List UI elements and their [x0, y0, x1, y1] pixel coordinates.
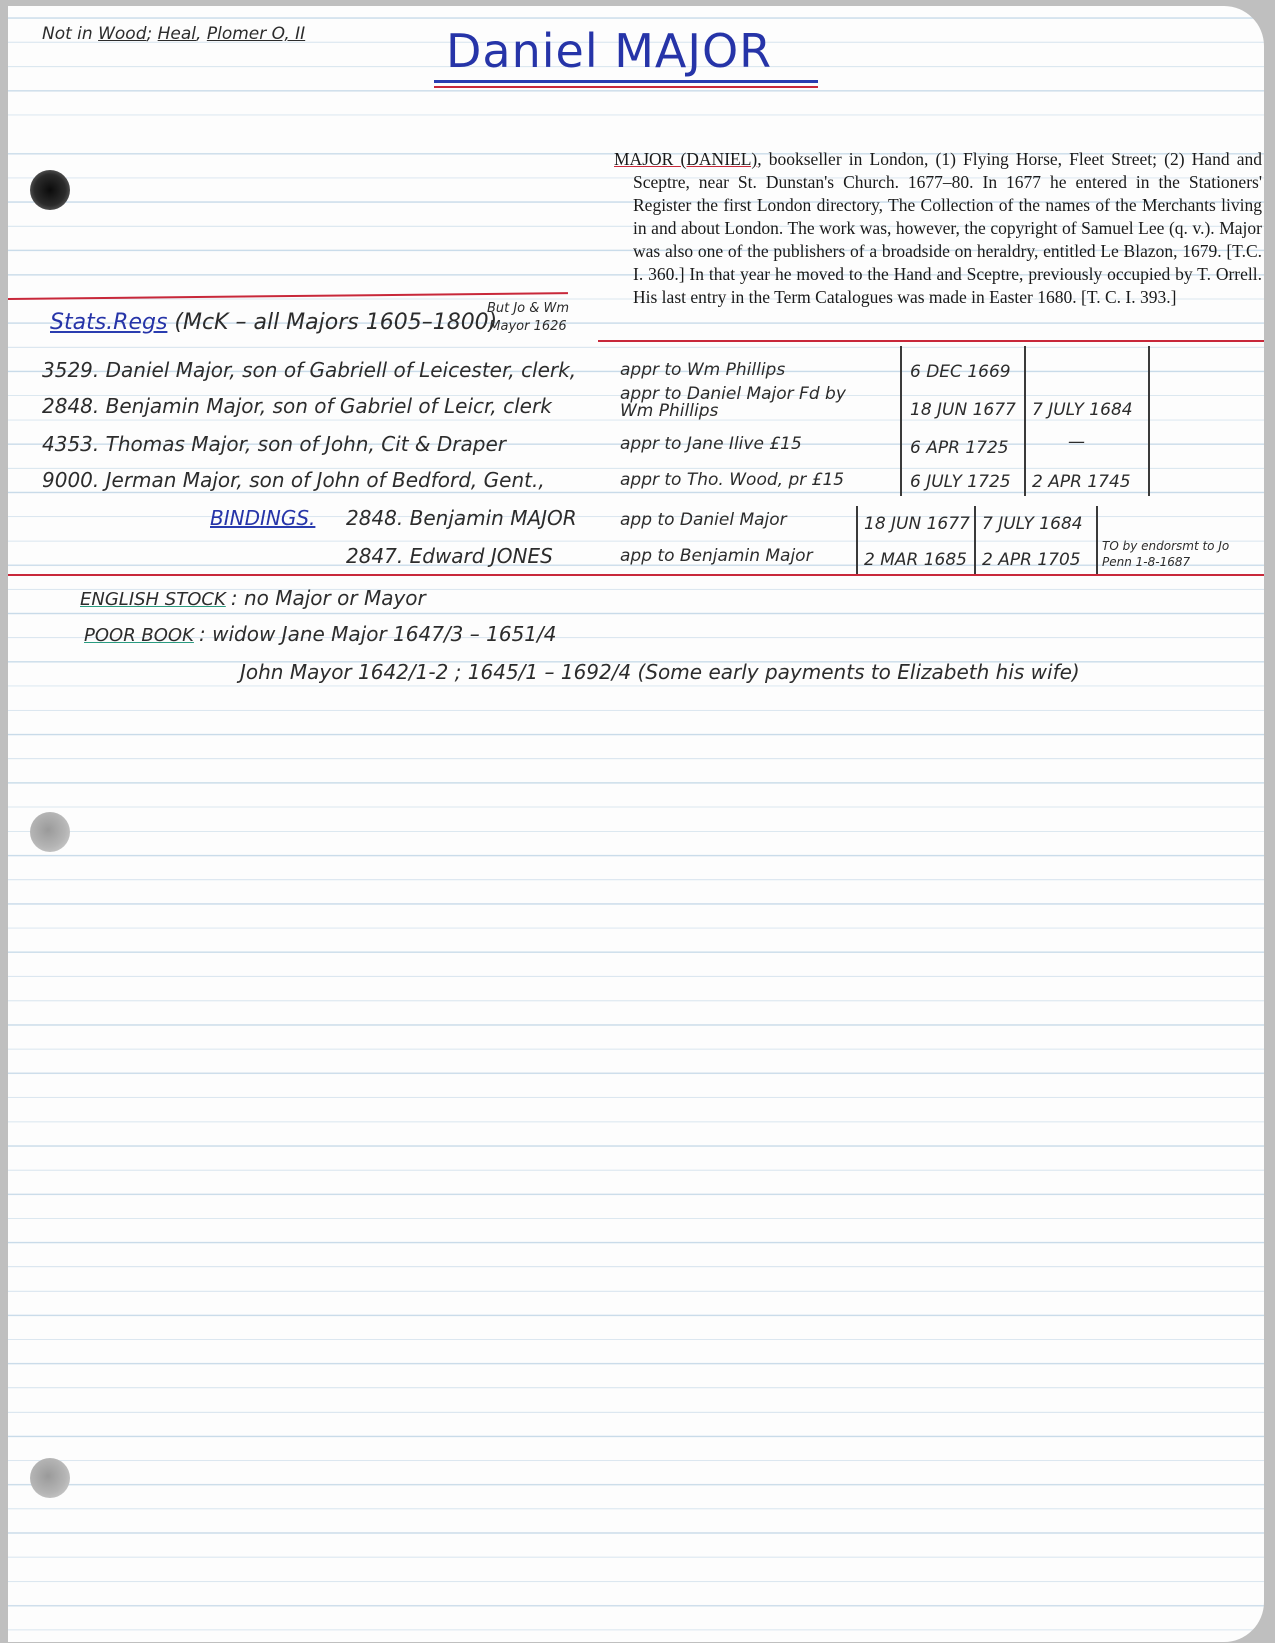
bindings-row-1-entry: 2848. Benjamin MAJOR: [346, 506, 577, 530]
stats-regs-heading: Stats.Regs (McK – all Majors 1605–1800): [50, 310, 498, 335]
title-underline-red: [434, 86, 818, 88]
stats-row-1-entry: 3529. Daniel Major, son of Gabriell of Leicester, clerk,: [42, 358, 577, 382]
entry-headword: MAJOR (DANIEL): [614, 149, 758, 169]
poor-book-line-1: [84, 622, 557, 646]
english-stock-line: [80, 586, 426, 610]
bindings-row-2-date1: 2 MAR 1685: [864, 550, 967, 570]
poor-book-heading: POOR BOOK: [84, 625, 194, 646]
stats-row-1-date1: 6 DEC 1669: [910, 362, 1011, 382]
bindings-row-1-date1: 18 JUN 1677: [864, 514, 970, 534]
stats-row-4-date1: 6 JULY 1725: [910, 472, 1011, 492]
poor-book-line-2: John Mayor 1642/1-2 ; 1645/1 – 1692/4 (Some early payments to Elizabeth his wife): [240, 660, 1080, 684]
stats-row-3-date2: —: [1068, 432, 1085, 452]
binder-hole-bottom: [30, 1458, 70, 1498]
binder-hole-middle: [30, 812, 70, 852]
bindings-row-2-entry: 2847. Edward JONES: [346, 544, 553, 568]
stats-row-4-detail: appr to Tho. Wood, pr £15: [620, 470, 845, 490]
english-stock-text: : no Major or Mayor: [230, 586, 426, 610]
english-stock-heading: ENGLISH STOCK: [80, 589, 226, 610]
stats-row-1-detail: appr to Wm Phillips: [620, 360, 786, 380]
bindings-rule-2: [974, 506, 976, 576]
divider-stats-top-left: [8, 292, 568, 300]
bindings-row-2-date2: 2 APR 1705: [982, 550, 1081, 570]
stats-row-2-detail: appr to Daniel Major Fd by Wm Phillips: [620, 384, 846, 421]
bindings-row-1-date2: 7 JULY 1684: [982, 514, 1083, 534]
stats-row-3-entry: 4353. Thomas Major, son of John, Cit & Draper: [42, 432, 506, 456]
title-underline-blue: [434, 80, 818, 83]
bindings-rule-3: [1096, 506, 1098, 576]
page-title: Daniel MAJOR: [446, 24, 773, 78]
bindings-row-1-detail: app to Daniel Major: [620, 510, 787, 530]
dictionary-entry-clipping: [614, 148, 1262, 309]
column-rule-1: [900, 346, 902, 496]
stats-row-4-date2: 2 APR 1745: [1032, 472, 1131, 492]
stats-row-3-detail: appr to Jane Ilive £15: [620, 434, 802, 454]
binder-hole-top: [30, 170, 70, 210]
divider-bindings-bottom: [8, 574, 1264, 576]
column-rule-3: [1148, 346, 1150, 496]
notebook-page: [8, 6, 1264, 1642]
stats-row-2-date2: 7 JULY 1684: [1032, 400, 1133, 420]
bindings-heading: BINDINGS.: [210, 506, 316, 530]
stats-row-4-entry: 9000. Jerman Major, son of John of Bedford, Gent.,: [42, 468, 545, 492]
bindings-row-2-detail: app to Benjamin Major: [620, 546, 813, 566]
entry-text: , bookseller in London, (1) Flying Horse, Fleet Street; (2) Hand and Sceptre, near St. Dunstan's Church. 1677–80. In 1677 he entered in the Stationers' Register the first London directory, The Collection of the names of the Merchants living in and about London. The work was, however, the copyright of Samuel Lee (q. v.). Major was also one of the publishers of a broadside on heraldry, entitled Le Blazon, 1679. [T.C. I. 360.] In that year he moved to the Hand and Sceptre, previously occupied by T. Orrell. His last entry in the Term Catalogues was made in Easter 1680. [T. C. I. 393.]: [633, 149, 1262, 307]
stats-row-3-date1: 6 APR 1725: [910, 438, 1009, 458]
stats-row-2-date1: 18 JUN 1677: [910, 400, 1016, 420]
bindings-rule-1: [856, 506, 858, 576]
stats-row-2-entry: 2848. Benjamin Major, son of Gabriel of Leicr, clerk: [42, 394, 552, 418]
stats-regs-aside: But Jo & Wm Mayor 1626: [486, 301, 570, 334]
column-rule-2: [1024, 346, 1026, 496]
source-note: Not in Wood; Heal, Plomer O, II: [42, 24, 306, 44]
poor-book-widow: : widow Jane Major 1647/3 – 1651/4: [199, 622, 557, 646]
bindings-row-2-note: TO by endorsmt to Jo Penn 1-8-1687: [1102, 539, 1230, 569]
divider-stats-top-right: [598, 340, 1264, 342]
